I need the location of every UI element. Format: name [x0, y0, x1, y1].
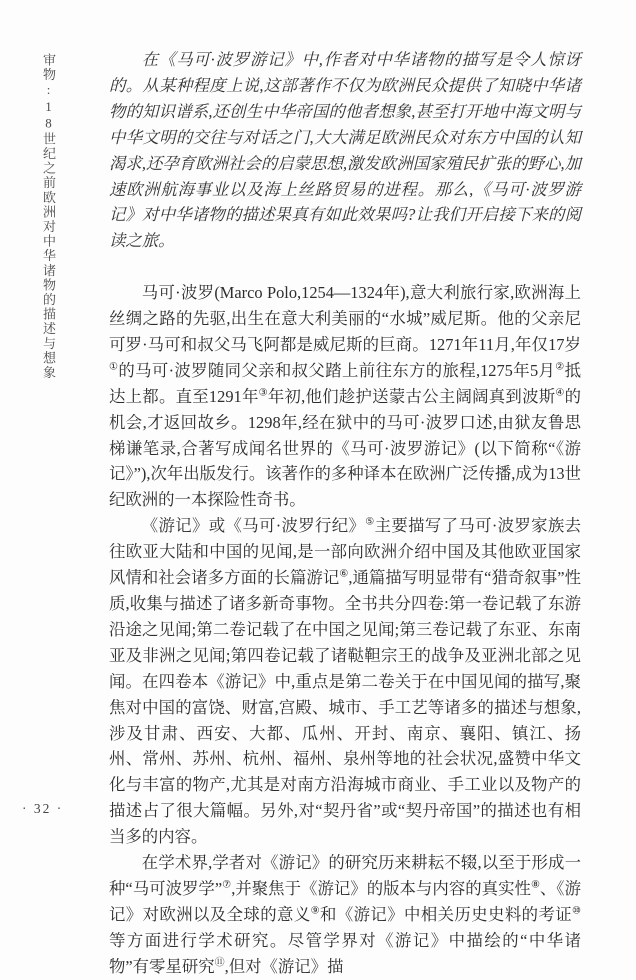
paragraph-intro: 在《马可·波罗游记》中,作者对中华诸物的描写是令人惊讶的。从某种程度上说,这部著作不仅为欧洲民众提供了知晓中华诸物的知识谱系,还创生中华帝国的他者想象,甚至打开地中海文明与中华文明的交往与对话之门,大大满足欧洲民众对东方中国的认知渴求,还孕育欧洲社会的启蒙思想,激发欧洲国家殖民扩张的野心,加速欧洲航海事业以及海上丝路贸易的进程。那么,《马可·波罗游记》对中华诸物的描述果真有如此效果吗?让我们开启接下来的阅读之旅。 — [109, 50, 581, 251]
footnote-ref: ⑦ — [222, 879, 232, 891]
side-running-title: 审物:18世纪之前欧洲对中华诸物的描述与想象 — [41, 53, 56, 381]
footnote-ref: ⑤ — [365, 516, 375, 528]
paragraph-marco-polo-biography: 马可·波罗(Marco Polo,1254—1324年),意大利旅行家,欧洲海上丝绸之路的先驱,出生在意大利美丽的“水城”威尼斯。他的父亲尼可罗·马可和叔父马飞阿都是威尼斯的巨商。1271年11月,年仅17岁①的马可·波罗随同父亲和叔父踏上前往东方的旅程,1275年5月②抵达上都。直至1291年③年初,他们趁护送蒙古公主阔阔真到波斯④的机会,才返回故乡。1298年,经在狱中的马可·波罗口述,由狱友鲁思梯谦笔录,合著写成闻名世界的《马可·波罗游记》(以下简称“《游记》”),次年出版发行。该著作的多种译本在欧洲广泛传播,成为13世纪欧洲的一本探险性奇书。 — [109, 283, 581, 510]
footnote-ref: ⑨ — [310, 905, 321, 917]
footnote-ref: ⑥ — [339, 568, 349, 580]
footnote-ref: ② — [555, 361, 565, 373]
footnote-ref: ③ — [258, 387, 268, 399]
page-number: · 32 · — [22, 801, 64, 816]
paragraph-academic-research: 在学术界,学者对《游记》的研究历来耕耘不辍,以至于形成一种“马可波罗学”⑦,并聚焦于《游记》的版本与内容的真实性⑧、《游记》对欧洲以及全球的意义⑨和《游记》中相关历史史料的考证⑩等方面进行学术研究。尽管学界对《游记》中描绘的“中华诸物”有零星研究⑪,但对《游记》描 — [109, 853, 582, 976]
paragraph-travels-contents: 《游记》或《马可·波罗行纪》⑤主要描写了马可·波罗家族去往欧亚大陆和中国的见闻,是一部向欧洲介绍中国及其他欧亚国家风情和社会诸多方面的长篇游记⑥,通篇描写明显带有“猎奇叙事”性质,收集与描述了诸多新奇事物。全书共分四卷:第一卷记载了东游沿途之见闻;第二卷记载了在中国之见闻;第三卷记载了东亚、东南亚及非洲之见闻;第四卷记载了诸鞑靼宗王的战争及亚洲北部之见闻。在四卷本《游记》中,重点是第二卷关于在中国见闻的描写,聚焦对中国的富饶、财富,宫殿、城市、手工艺等诸多的描述与想象,涉及甘肃、西安、大都、瓜州、开封、南京、襄阳、镇江、扬州、常州、苏州、杭州、福州、泉州等地的社会状况,盛赞中华文化与丰富的物产,尤其是对南方沿海城市商业、手工业以及物产的描述占了很大篇幅。另外,对“契丹省”或“契丹帝国”的描述也有相当多的内容。 — [109, 516, 581, 847]
footnote-ref: ④ — [555, 387, 565, 399]
main-text-block — [109, 47, 581, 980]
footnote-ref: ⑧ — [530, 879, 540, 891]
footnote-ref: ⑪ — [214, 957, 225, 969]
footnote-ref: ⑩ — [572, 905, 582, 917]
footnote-ref: ① — [109, 361, 119, 373]
